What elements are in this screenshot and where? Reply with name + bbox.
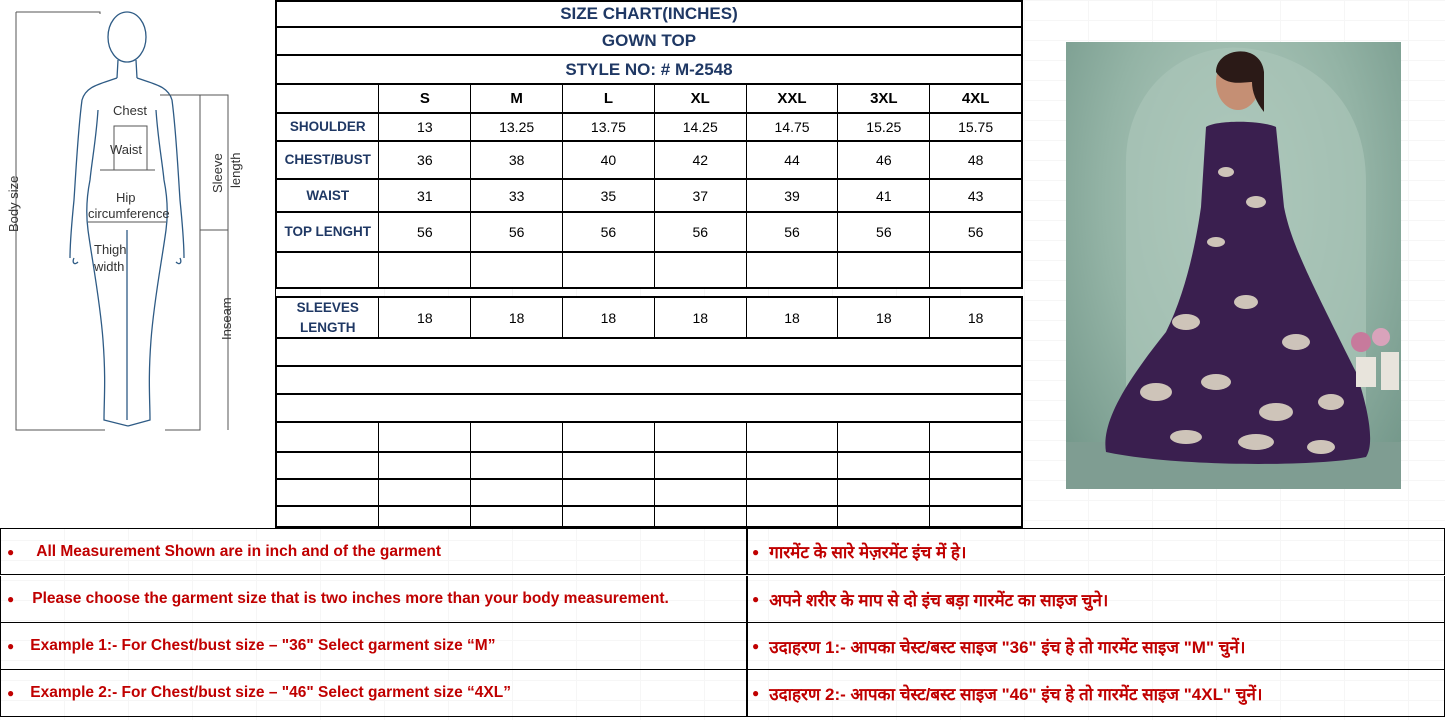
note-text: Please choose the garment size that is two inches more than your body measurement. <box>32 590 669 607</box>
table-cell: 56 <box>837 213 929 251</box>
table-cell: 41 <box>837 180 929 211</box>
table-cell <box>837 480 929 505</box>
table-cell <box>746 480 838 505</box>
table-row-empty <box>275 339 1023 367</box>
size-4xl: 4XL <box>929 85 1021 112</box>
table-cell: 15.75 <box>929 114 1021 140</box>
table-cell: 44 <box>746 142 838 178</box>
table-cell <box>470 423 562 451</box>
table-cell: 43 <box>929 180 1021 211</box>
size-header-row <box>275 85 1023 114</box>
table-cell <box>470 453 562 478</box>
header-empty <box>277 85 378 112</box>
size-xl: XL <box>654 85 746 112</box>
table-row-sleeves <box>275 296 1023 339</box>
table-cell <box>470 507 562 526</box>
table-cell: 18 <box>470 298 562 337</box>
table-cell: 14.25 <box>654 114 746 140</box>
notes-section <box>0 528 1445 720</box>
table-cell <box>277 480 378 505</box>
note-hindi <box>747 623 1445 670</box>
bullet-icon: ● <box>7 544 15 559</box>
body-measurement-figure <box>0 0 276 528</box>
note-hindi <box>747 576 1445 623</box>
size-s: S <box>378 85 470 112</box>
table-cell: 18 <box>746 298 838 337</box>
table-cell <box>837 507 929 526</box>
table-cell: 18 <box>654 298 746 337</box>
table-cell: 14.75 <box>746 114 838 140</box>
product-photo <box>1066 42 1401 489</box>
note-row <box>0 576 1445 623</box>
size-m: M <box>470 85 562 112</box>
table-cell: 13 <box>378 114 470 140</box>
gown-model-illustration <box>1066 42 1401 489</box>
table-cell <box>929 423 1021 451</box>
size-3xl: 3XL <box>837 85 929 112</box>
table-subtitle: GOWN TOP <box>275 28 1023 56</box>
table-row-empty <box>275 367 1023 395</box>
note-row <box>0 670 1445 717</box>
table-cell <box>562 480 654 505</box>
table-row-empty <box>275 507 1023 528</box>
table-row-chest <box>275 142 1023 180</box>
table-cell: 40 <box>562 142 654 178</box>
table-cell <box>378 507 470 526</box>
table-cell: 56 <box>378 213 470 251</box>
body-silhouette <box>0 0 275 528</box>
table-cell <box>929 453 1021 478</box>
table-cell <box>746 453 838 478</box>
table-cell: 56 <box>746 213 838 251</box>
table-cell <box>654 253 746 287</box>
table-cell <box>562 423 654 451</box>
table-cell: 15.25 <box>837 114 929 140</box>
style-number: STYLE NO: # M-2548 <box>275 56 1023 85</box>
table-row-top-length <box>275 213 1023 253</box>
table-cell: 42 <box>654 142 746 178</box>
table-cell <box>378 453 470 478</box>
table-cell <box>654 507 746 526</box>
table-cell <box>654 423 746 451</box>
table-row-waist <box>275 180 1023 213</box>
note-english <box>0 623 747 670</box>
figure-label-thigh: Thigh <box>94 242 127 257</box>
row-label: WAIST <box>306 187 350 203</box>
row-label: TOP LENGHT <box>284 224 371 239</box>
table-cell: 56 <box>470 213 562 251</box>
table-cell: 31 <box>378 180 470 211</box>
figure-label-body-size: Body size <box>6 175 21 232</box>
table-cell: 18 <box>562 298 654 337</box>
table-cell: 46 <box>837 142 929 178</box>
figure-label-hip: Hip <box>116 190 136 205</box>
table-cell <box>837 453 929 478</box>
bullet-icon: ● <box>752 686 760 700</box>
size-xxl: XXL <box>746 85 838 112</box>
table-cell <box>562 253 654 287</box>
table-cell: 35 <box>562 180 654 211</box>
table-cell: 56 <box>654 213 746 251</box>
note-hindi <box>747 670 1445 717</box>
table-cell <box>837 253 929 287</box>
figure-label-waist: Waist <box>110 142 143 157</box>
table-cell: 37 <box>654 180 746 211</box>
table-cell <box>470 253 562 287</box>
bullet-icon: ● <box>7 592 15 606</box>
size-l: L <box>562 85 654 112</box>
table-cell: 13.25 <box>470 114 562 140</box>
note-text: अपने शरीर के माप से दो इंच बड़ा गारमेंट का साइज चुने। <box>769 590 1109 610</box>
table-cell: 56 <box>929 213 1021 251</box>
note-row <box>0 623 1445 670</box>
table-cell: 18 <box>837 298 929 337</box>
table-cell: 39 <box>746 180 838 211</box>
table-cell <box>746 423 838 451</box>
table-cell <box>654 453 746 478</box>
bullet-icon: ● <box>7 686 15 700</box>
table-cell: 33 <box>470 180 562 211</box>
table-cell: 36 <box>378 142 470 178</box>
note-text: उदाहरण 1:- आपका चेस्ट/बस्ट साइज "36" इंच हे तो गारमेंट साइज "M" चुनें। <box>769 637 1246 657</box>
figure-label-inseam: Inseam <box>219 297 234 340</box>
note-text: गारमेंट के सारे मेज़रमेंट इंच में हे। <box>769 543 967 562</box>
table-cell <box>562 507 654 526</box>
table-cell <box>378 423 470 451</box>
bullet-icon: ● <box>7 639 15 653</box>
figure-label-hip-circumference: circumference <box>88 206 170 221</box>
row-label: SLEEVES LENGTH <box>296 299 359 335</box>
table-cell <box>277 423 378 451</box>
note-row <box>0 528 1445 575</box>
table-cell <box>654 480 746 505</box>
figure-label-length: length <box>228 152 243 188</box>
table-cell <box>746 253 838 287</box>
size-chart-table <box>275 0 1024 528</box>
note-english <box>0 528 747 575</box>
table-cell <box>470 480 562 505</box>
table-cell <box>746 507 838 526</box>
table-cell <box>277 253 378 287</box>
table-row-empty <box>275 423 1023 453</box>
table-row-empty <box>275 253 1023 289</box>
figure-label-chest: Chest <box>113 103 147 118</box>
table-cell <box>378 253 470 287</box>
table-row-empty <box>275 453 1023 480</box>
note-hindi <box>747 528 1445 575</box>
table-cell <box>277 507 378 526</box>
table-cell <box>562 453 654 478</box>
table-cell <box>378 480 470 505</box>
bullet-icon: ● <box>752 592 760 606</box>
bullet-icon: ● <box>752 544 760 559</box>
table-row-shoulder <box>275 114 1023 142</box>
note-english <box>0 576 747 623</box>
note-text: Example 1:- For Chest/bust size – "36" Select garment size “M” <box>30 637 496 654</box>
table-cell <box>929 480 1021 505</box>
table-row-empty <box>275 480 1023 507</box>
table-cell: 38 <box>470 142 562 178</box>
table-cell <box>837 423 929 451</box>
row-label: CHEST/BUST <box>284 152 371 167</box>
table-cell: 13.75 <box>562 114 654 140</box>
note-english <box>0 670 747 717</box>
figure-label-sleeve: Sleeve <box>210 153 225 193</box>
table-cell: 18 <box>378 298 470 337</box>
table-cell <box>277 453 378 478</box>
note-text: All Measurement Shown are in inch and of the garment <box>36 542 442 560</box>
note-text: उदाहरण 2:- आपका चेस्ट/बस्ट साइज "46" इंच हे तो गारमेंट साइज "4XL" चुनें। <box>769 684 1263 704</box>
row-label: SHOULDER <box>289 119 366 134</box>
table-cell: 56 <box>562 213 654 251</box>
table-title: SIZE CHART(INCHES) <box>275 0 1023 28</box>
table-cell: 48 <box>929 142 1021 178</box>
table-row-empty <box>275 395 1023 423</box>
bullet-icon: ● <box>752 639 760 653</box>
table-cell <box>929 507 1021 526</box>
table-cell: 18 <box>929 298 1021 337</box>
table-cell <box>929 253 1021 287</box>
note-text: Example 2:- For Chest/bust size – "46" Select garment size “4XL” <box>30 684 511 701</box>
figure-label-width: width <box>94 259 125 274</box>
